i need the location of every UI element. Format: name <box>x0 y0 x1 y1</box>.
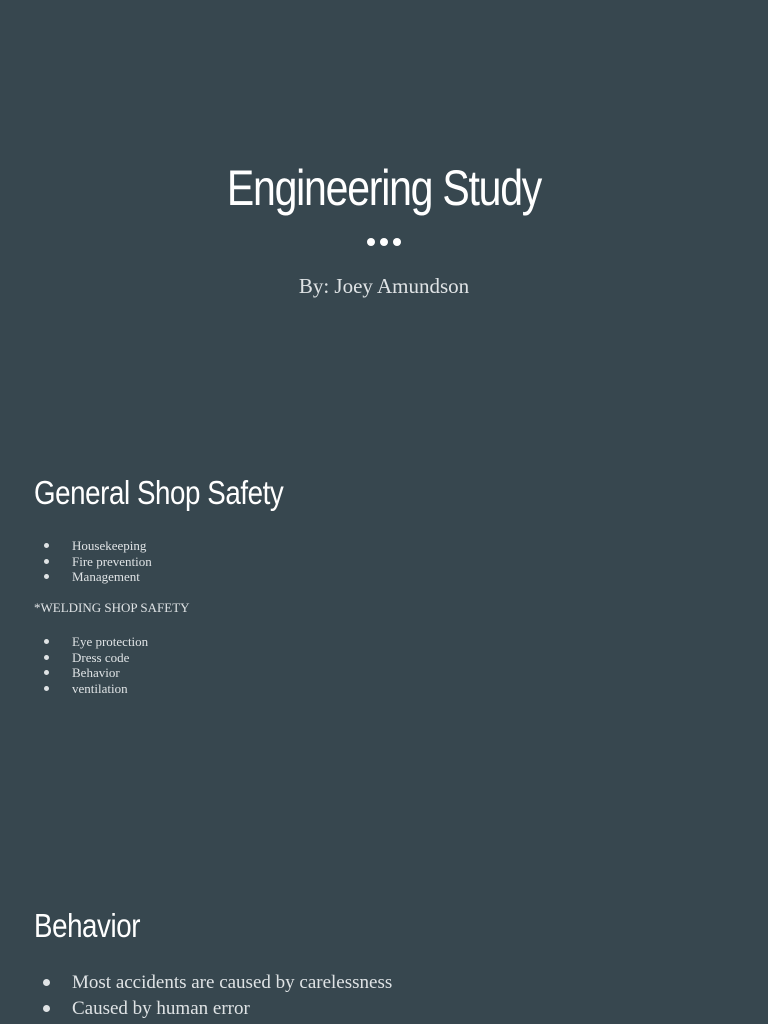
list-item: Caused by human error <box>44 996 392 1022</box>
divider-dot <box>380 238 388 246</box>
behavior-list <box>44 970 392 1022</box>
behavior-slide <box>0 864 768 1024</box>
list-item: Housekeeping <box>44 538 152 554</box>
list-item: Behavior <box>44 665 148 681</box>
list-item: Management <box>44 569 152 585</box>
list-item: Fire prevention <box>44 554 152 570</box>
slide-heading: Behavior <box>34 907 141 944</box>
welding-safety-list <box>44 634 148 696</box>
title-slide <box>0 0 768 432</box>
list-item: Eye protection <box>44 634 148 650</box>
title-divider-dots <box>0 238 768 246</box>
list-item: ventilation <box>44 681 148 697</box>
author-byline: By: Joey Amundson <box>298 274 470 298</box>
divider-dot <box>367 238 375 246</box>
list-item: Dress code <box>44 650 148 666</box>
slide-heading: General Shop Safety <box>34 474 284 511</box>
divider-dot <box>393 238 401 246</box>
presentation-title: Engineering Study <box>226 160 542 216</box>
safety-topics-list <box>44 538 152 585</box>
welding-safety-note: *WELDING SHOP SAFETY <box>34 600 190 615</box>
list-item: Most accidents are caused by carelessness <box>44 970 392 996</box>
general-shop-safety-slide <box>0 432 768 864</box>
